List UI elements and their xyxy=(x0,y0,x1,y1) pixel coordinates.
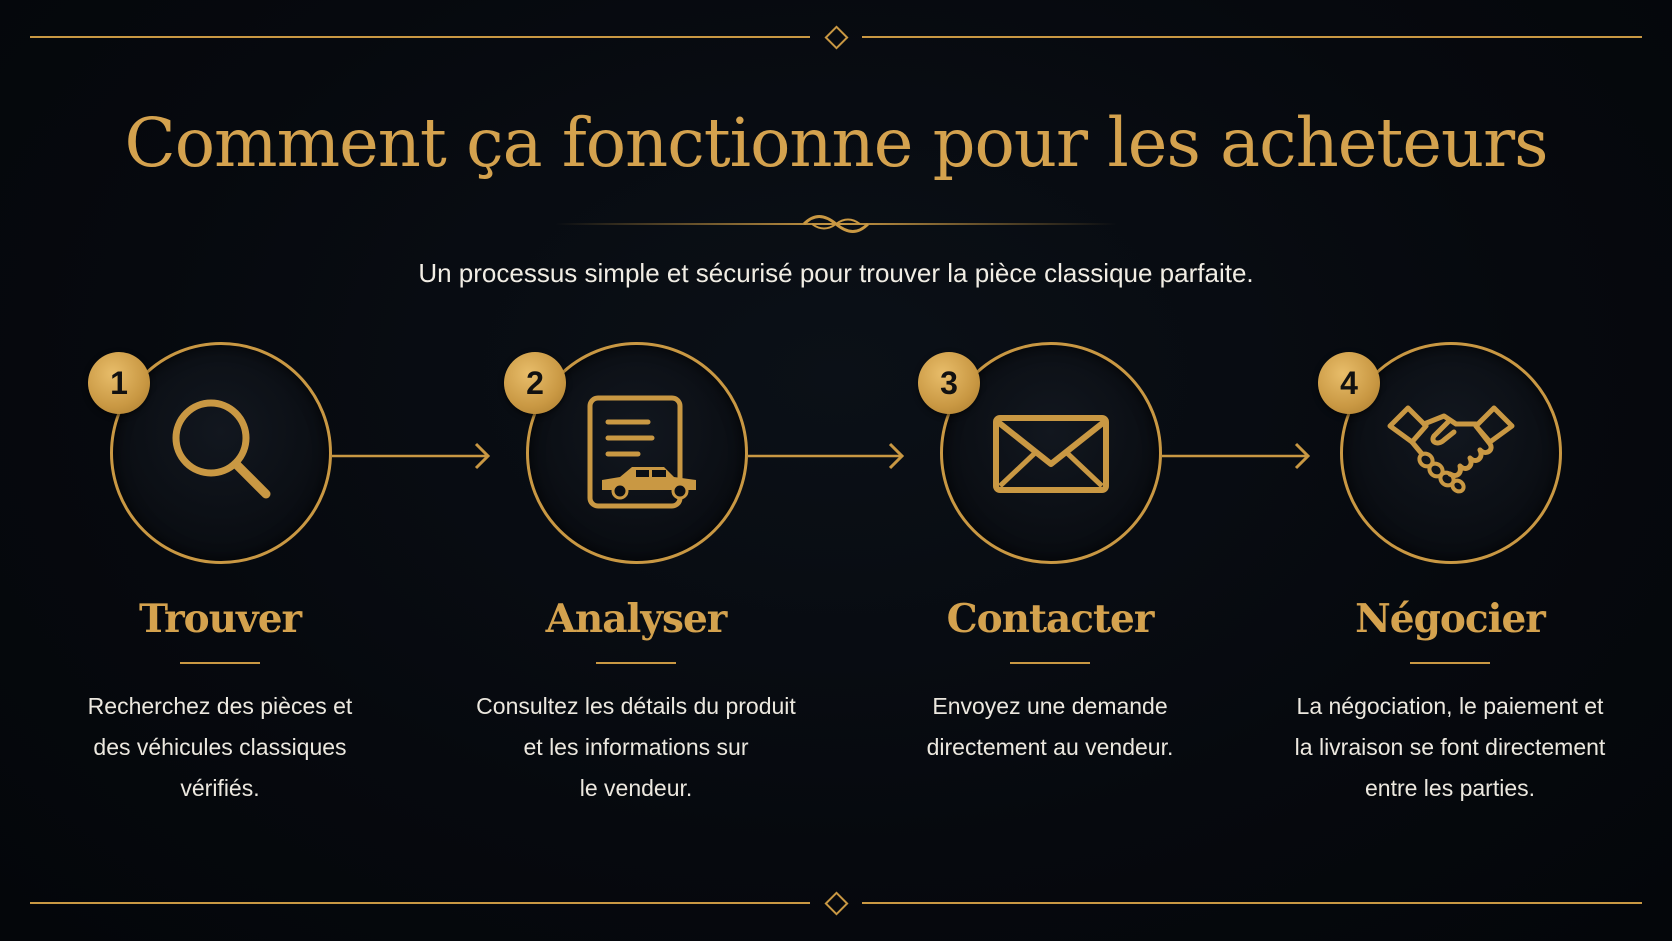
step-number-badge: 2 xyxy=(504,352,566,414)
arrow-right-icon xyxy=(748,441,908,471)
diamond-ornament-icon xyxy=(824,25,848,49)
step-number-badge: 4 xyxy=(1318,352,1380,414)
bottom-divider xyxy=(30,893,1642,913)
step-contact xyxy=(900,342,1200,822)
label-underline xyxy=(596,662,676,664)
step-label: Contacter xyxy=(946,596,1154,642)
step-analyse xyxy=(476,342,796,822)
step-description: La négociation, le paiement et la livraison se font directement entre les parties. xyxy=(1294,693,1606,801)
step-label: Analyser xyxy=(545,596,727,642)
step-description: Recherchez des pièces et des véhicules classiques vérifiés. xyxy=(87,693,353,801)
page-subtitle: Un processus simple et sécurisé pour trouver la pièce classique parfaite. xyxy=(418,258,1254,288)
label-underline xyxy=(1410,662,1490,664)
arrow-right-icon xyxy=(332,441,494,471)
label-underline xyxy=(1010,662,1090,664)
arrow-right-icon xyxy=(1162,441,1314,471)
document-car-icon xyxy=(572,388,702,518)
step-description: Envoyez une demande directement au vendeur. xyxy=(926,693,1174,760)
step-number-badge: 3 xyxy=(918,352,980,414)
step-label: Trouver xyxy=(138,596,302,642)
flourish-ornament-icon xyxy=(556,214,1116,234)
step-number-badge: 1 xyxy=(88,352,150,414)
label-underline xyxy=(180,662,260,664)
step-label: Négocier xyxy=(1355,596,1545,642)
step-description: Consultez les détails du produit et les informations sur le vendeur. xyxy=(476,693,796,801)
step-negotiate xyxy=(1294,342,1606,822)
top-divider xyxy=(30,27,1642,47)
page-title: Comment ça fonctionne pour les acheteurs xyxy=(124,104,1548,182)
magnifier-icon xyxy=(156,388,286,518)
envelope-icon xyxy=(986,388,1116,518)
step-find xyxy=(70,342,370,822)
diamond-ornament-icon xyxy=(824,891,848,915)
handshake-icon xyxy=(1386,388,1516,518)
